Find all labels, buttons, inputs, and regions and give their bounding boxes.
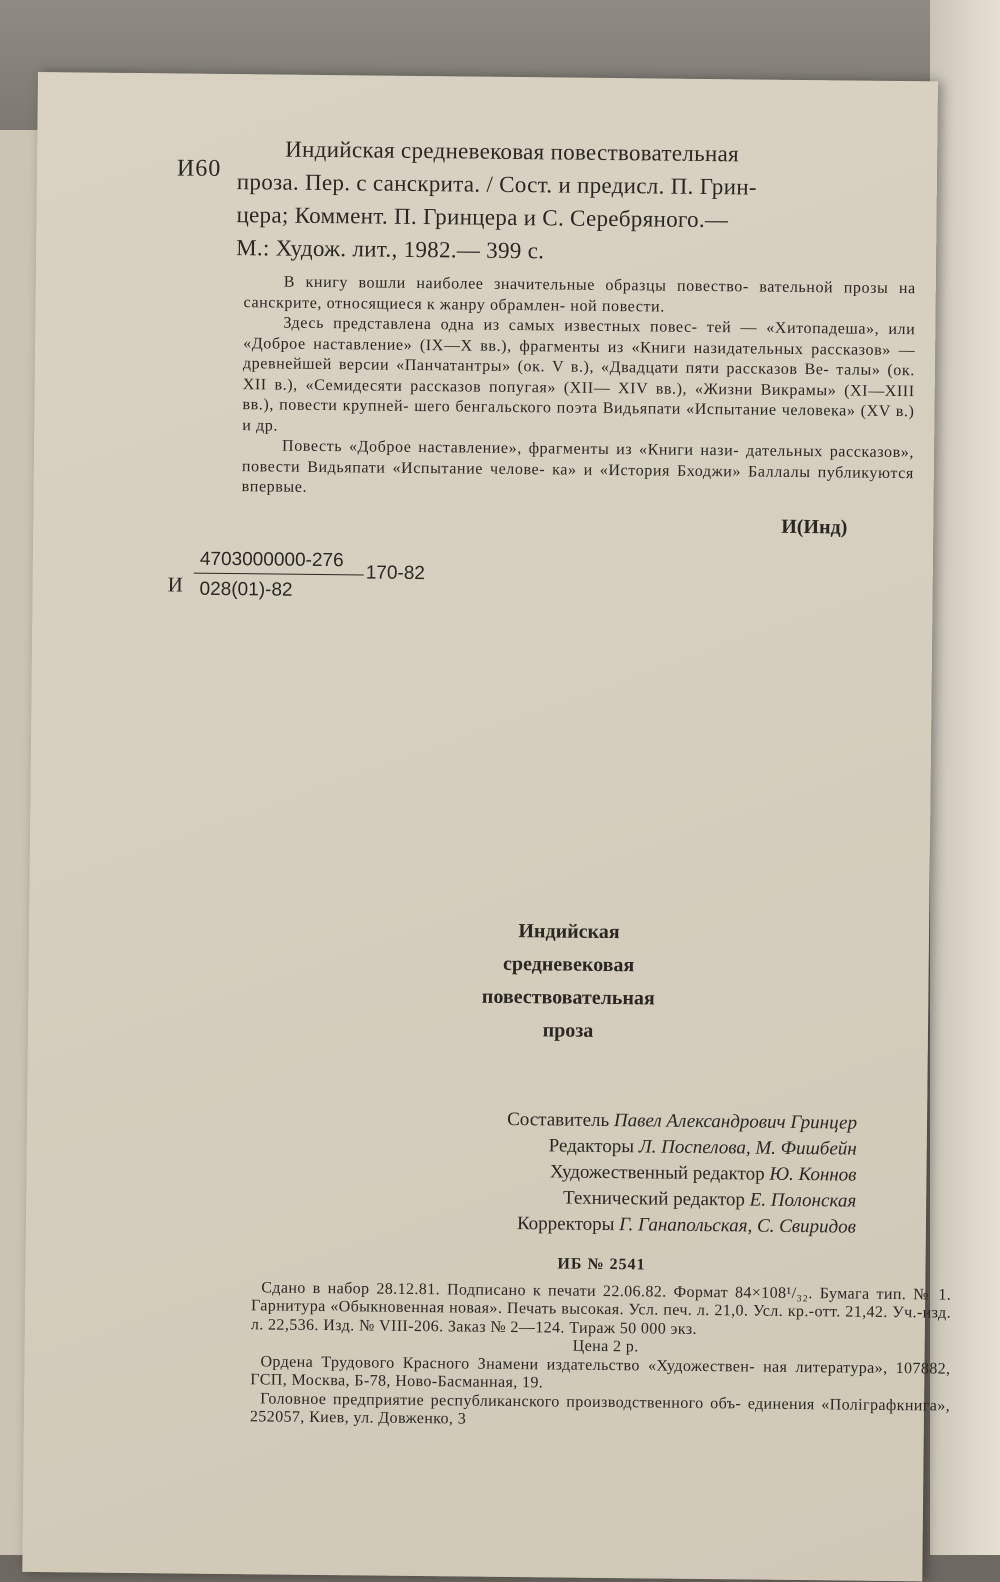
biblio-line: проза. Пер. с санскрита. / Сост. и предисл. П. Грин-: [236, 169, 757, 200]
credit-name: Г. Ганапольская, С. Свиридов: [619, 1214, 857, 1238]
classification-code: И(Инд): [781, 515, 848, 539]
credit-role: Корректоры: [516, 1213, 615, 1236]
imprint: [250, 1252, 952, 1434]
book-page: [22, 72, 952, 1581]
biblio-line: цера; Коммент. П. Гринцера и С. Серебряного.—: [236, 202, 729, 233]
credit-role: Редакторы: [548, 1135, 635, 1158]
credit-name: Павел Александрович Гринцер: [613, 1110, 858, 1134]
credit-row: [356, 1209, 856, 1240]
credit-name: Ю. Коннов: [769, 1163, 857, 1186]
credit-role: Технический редактор: [562, 1187, 746, 1211]
title-line: проза: [542, 1019, 594, 1042]
fraction-line: [194, 573, 364, 576]
publisher-info: Ордена Трудового Красного Знамени издательство «Художествен- ная литература», 107882, ГСП, Москва, Б-78, Ново-Басманная, 19.: [250, 1352, 951, 1392]
annotation: [242, 272, 916, 505]
credit-role: Составитель: [507, 1108, 610, 1132]
book-title: [408, 914, 729, 1049]
index-numerator: 4703000000-276: [199, 548, 344, 572]
title-line: повествовательная: [481, 985, 655, 1010]
annotation-paragraph: Повесть «Доброе наставление», фрагменты из «Книги нази- дательных рассказов», повести Видьяпати «Испытание челове- ка» и «История Бходжи» Баллалы публикуются впервые.: [241, 437, 915, 496]
annotation-paragraph: В книгу вошли наиболее значительные образцы повество- вательной прозы на санскрите, относящиеся к жанру обрамлен- ной повести.: [243, 273, 916, 316]
title-line: Индийская: [518, 920, 620, 944]
credit-role: Художественный редактор: [549, 1161, 765, 1185]
price: Цена 2 р.: [572, 1337, 639, 1356]
ib-number: ИБ № 2541: [557, 1255, 646, 1274]
catalog-code: И60: [176, 155, 222, 182]
index-letter: И: [167, 572, 183, 597]
annotation-paragraph: Здесь представлена одна из самых известных повес- тей — «Хитопадеша», или «Доброе наставление» (IX—X вв.), фрагменты из «Книги назидательных рассказов» — древнейшей версии «Панчатантры» (ок. V в.), «Двадцати пяти рассказов Ве- талы» (ок. XII в.), «Семидесяти рассказов попугая» (XII— XIV вв.), «Жизни Викрамы» (XI—XIII вв.), повести крупней- шего бенгальского поэта Видьяпати «Испытание человека» (XV в.) и др.: [242, 314, 916, 435]
index-denominator: 028(01)-82: [199, 578, 293, 601]
credit-name: Е. Полонская: [749, 1189, 857, 1212]
biblio-line: Индийская средневековая повествовательная: [285, 136, 740, 167]
index-suffix: 170-82: [365, 562, 426, 585]
bibliographic-entry: [236, 132, 907, 271]
printer-info: Головное предприятие республиканского производственного объ- единения «Поліграфкнига», 252057, Киев, ул. Довженко, 3: [249, 1389, 951, 1428]
credit-name: Л. Поспелова, М. Фишбейн: [638, 1136, 857, 1160]
title-line: средневековая: [502, 952, 635, 977]
biblio-line: М.: Худож. лит., 1982.— 399 с.: [236, 235, 545, 264]
credits: [356, 1105, 857, 1240]
print-details: Сдано в набор 28.12.81. Подписано к печати 22.06.82. Формат 84×108¹/₃₂. Бумага тип. № 1. Гарнитура «Обыкновенная новая». Печать высокая. Усл. печ. л. 21,0. Усл. кр.-отт. 21,42. Уч.-изд. л. 22,536. Изд. № VIII-206. Заказ № 2—124. Тираж 50 000 экз.: [250, 1278, 952, 1338]
